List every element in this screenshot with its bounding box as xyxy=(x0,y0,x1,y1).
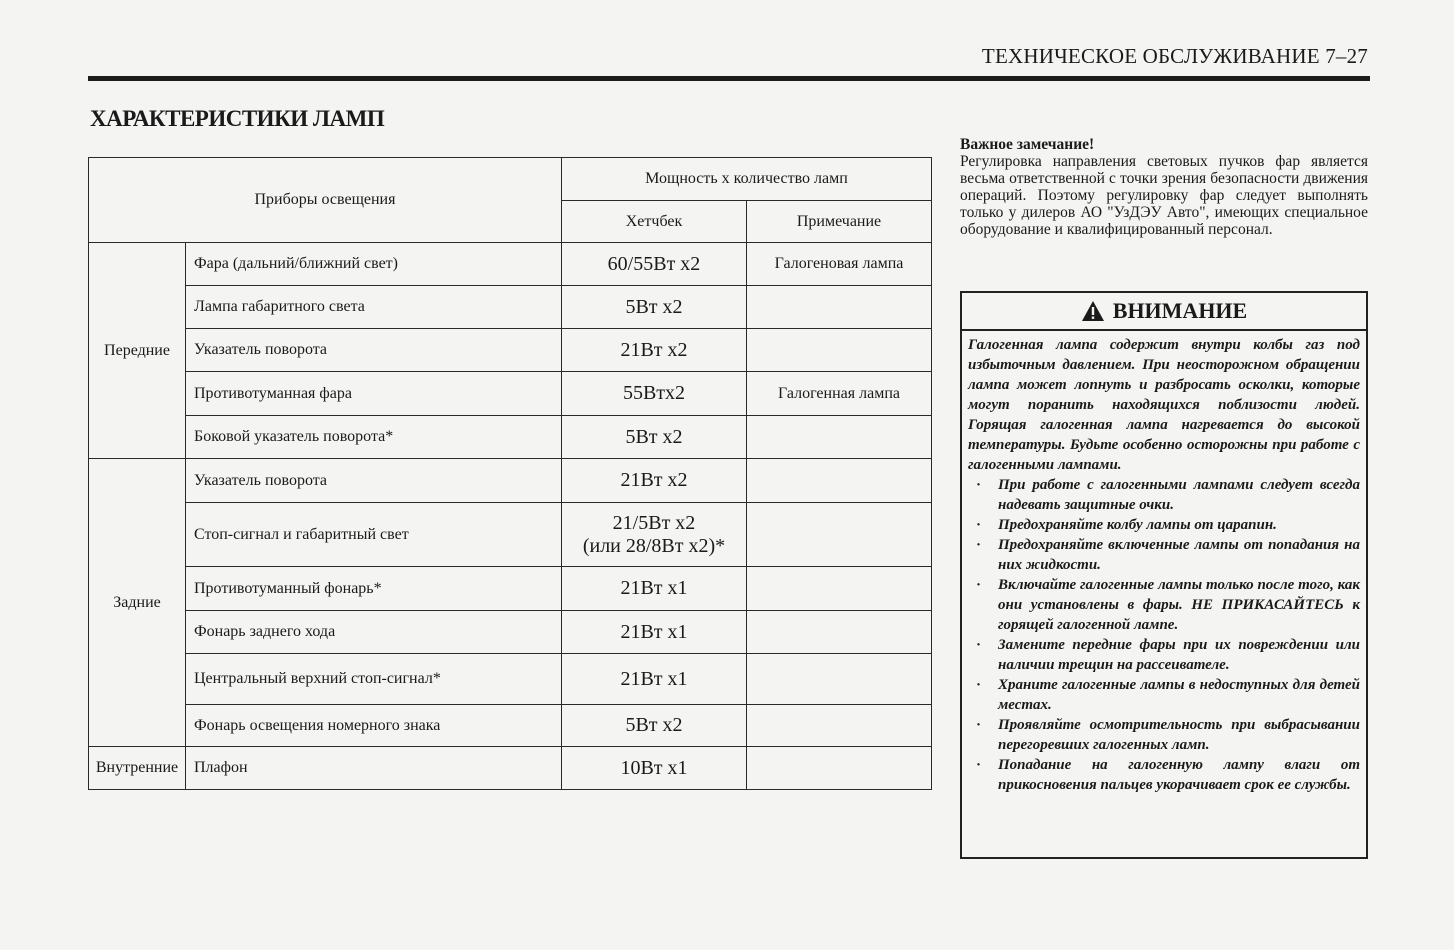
warning-title: ВНИМАНИЕ xyxy=(1112,298,1248,323)
bullet-icon: · xyxy=(976,577,982,593)
warning-header xyxy=(962,293,1366,331)
power-value: 21Вт х1 xyxy=(562,567,747,611)
lamp-specs-table xyxy=(88,157,932,790)
power-value xyxy=(562,503,747,567)
column-header-hatchback: Хетчбек xyxy=(562,201,747,243)
power-value: 21Вт х1 xyxy=(562,611,747,654)
device-name: Противотуманная фара xyxy=(186,372,562,416)
warning-item-text: При работе с галогенными лампами следует всегда надевать защитные очки. xyxy=(998,477,1360,513)
power-value-line-1: 21/5Вт х2 xyxy=(612,511,696,534)
power-value: 55Втх2 xyxy=(562,372,747,416)
important-note-text: Регулировка направления световых пучков фар является весьма ответственной с точки зрения безопасности движения операций. Поэтому регулировку фар следует выполнять только у дилеров АО "УзДЭУ Авто", имеющих специальное оборудование и квалифицированный персонал. xyxy=(960,153,1368,238)
note-value xyxy=(747,286,932,329)
warning-list xyxy=(968,475,1360,795)
note-value xyxy=(747,459,932,503)
group-label-rear: Задние xyxy=(89,459,186,747)
table-row xyxy=(89,329,932,372)
table-row xyxy=(89,567,932,611)
section-title: ХАРАКТЕРИСТИКИ ЛАМП xyxy=(90,106,385,131)
device-name: Фара (дальний/ближний свет) xyxy=(186,243,562,286)
list-item xyxy=(968,575,1360,635)
power-value: 21Вт х1 xyxy=(562,654,747,705)
bullet-icon: · xyxy=(976,757,982,773)
device-name: Плафон xyxy=(186,747,562,790)
device-name: Противотуманный фонарь* xyxy=(186,567,562,611)
bullet-icon: · xyxy=(976,477,982,493)
note-value: Галогенная лампа xyxy=(747,372,932,416)
device-name: Стоп-сигнал и габаритный свет xyxy=(186,503,562,567)
list-item xyxy=(968,635,1360,675)
note-value: Галогеновая лампа xyxy=(747,243,932,286)
device-name: Лампа габаритного света xyxy=(186,286,562,329)
power-value: 21Вт х2 xyxy=(562,459,747,503)
warning-item-text: Храните галогенные лампы в недоступных для детей местах. xyxy=(998,677,1360,713)
bullet-icon: · xyxy=(976,537,982,553)
table-row xyxy=(89,459,932,503)
warning-item-text: Включайте галогенные лампы только после того, как они установлены в фары. НЕ ПРИКАСАЙТЕСЬ к горящей галогенной лампе. xyxy=(998,577,1360,633)
power-value-line-2: (или 28/8Вт х2)* xyxy=(582,534,726,557)
power-value: 5Вт х2 xyxy=(562,705,747,747)
warning-item-text: Проявляйте осмотрительность при выбрасывании перегоревших галогенных ламп. xyxy=(998,717,1360,753)
device-name: Центральный верхний стоп-сигнал* xyxy=(186,654,562,705)
page-header-title: ТЕХНИЧЕСКОЕ ОБСЛУЖИВАНИЕ 7–27 xyxy=(981,44,1368,68)
bullet-icon: · xyxy=(976,677,982,693)
table-row xyxy=(89,286,932,329)
power-value: 21Вт х2 xyxy=(562,329,747,372)
table-row xyxy=(89,747,932,790)
note-value xyxy=(747,567,932,611)
warning-item-text: Предохраняйте включенные лампы от попадания на них жидкости. xyxy=(998,537,1360,573)
warning-item-text: Замените передние фары при их повреждении или наличии трещин на рассеивателе. xyxy=(998,637,1360,673)
list-item xyxy=(968,515,1360,535)
table-row xyxy=(89,416,932,459)
column-header-power: Мощность х количество ламп xyxy=(562,158,932,201)
warning-intro: Галогенная лампа содержит внутри колбы газ под избыточным давлением. При неосторожном обращении лампа может лопнуть и разбросать осколки, которые могут поранить находящихся поблизости людей. Горящая галогенная лампа нагревается до высокой температуры. Будьте особенно осторожны при работе с галогенными лампами. xyxy=(968,337,1360,473)
power-value: 5Вт х2 xyxy=(562,416,747,459)
column-header-devices: Приборы освещения xyxy=(89,158,562,243)
list-item xyxy=(968,755,1360,795)
table-row xyxy=(89,705,932,747)
table-row xyxy=(89,503,932,567)
list-item xyxy=(968,675,1360,715)
table-row xyxy=(89,654,932,705)
column-header-note: Примечание xyxy=(747,201,932,243)
device-name: Фонарь освещения номерного знака xyxy=(186,705,562,747)
note-value xyxy=(747,747,932,790)
list-item xyxy=(968,715,1360,755)
warning-triangle-icon xyxy=(1081,300,1105,322)
list-item xyxy=(968,475,1360,515)
group-label-interior: Внутренние xyxy=(89,747,186,790)
warning-item-text: Попадание на галогенную лампу влаги от прикосновения пальцев укорачивает срок ее службы. xyxy=(998,757,1360,793)
table-row xyxy=(89,611,932,654)
device-name: Указатель поворота xyxy=(186,329,562,372)
note-value xyxy=(747,654,932,705)
note-value xyxy=(747,329,932,372)
important-note-title: Важное замечание! xyxy=(960,136,1095,153)
table-row xyxy=(89,243,932,286)
bullet-icon: · xyxy=(976,717,982,733)
power-value: 5Вт х2 xyxy=(562,286,747,329)
note-value xyxy=(747,503,932,567)
bullet-icon: · xyxy=(976,637,982,653)
power-value: 60/55Вт х2 xyxy=(562,243,747,286)
important-note xyxy=(960,136,1368,238)
bullet-icon: · xyxy=(976,517,982,533)
device-name: Указатель поворота xyxy=(186,459,562,503)
note-value xyxy=(747,416,932,459)
table-row xyxy=(89,372,932,416)
note-value xyxy=(747,611,932,654)
group-label-front: Передние xyxy=(89,243,186,459)
warning-body xyxy=(962,331,1366,795)
device-name: Фонарь заднего хода xyxy=(186,611,562,654)
device-name: Боковой указатель поворота* xyxy=(186,416,562,459)
power-value: 10Вт х1 xyxy=(562,747,747,790)
warning-item-text: Предохраняйте колбу лампы от царапин. xyxy=(998,517,1277,533)
header-rule xyxy=(88,76,1370,81)
warning-box xyxy=(960,291,1368,859)
list-item xyxy=(968,535,1360,575)
note-value xyxy=(747,705,932,747)
